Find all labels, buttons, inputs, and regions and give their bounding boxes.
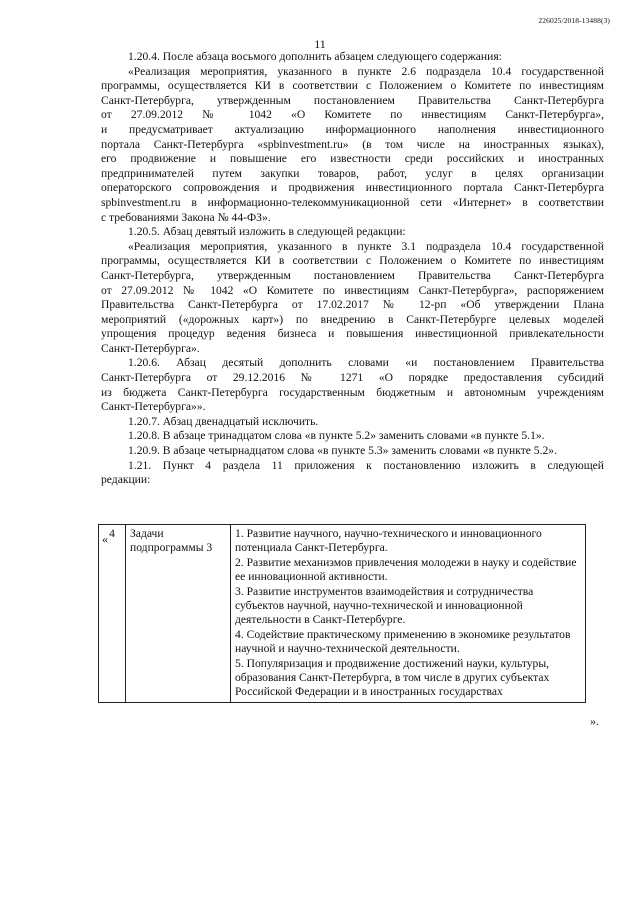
- paragraph-line: от 27.09.2012 № 1042 «О Комитете по инвестициям Санкт-Петербурга», распоряжением: [101, 283, 604, 297]
- paragraph-line: Санкт-Петербурга, утвержденным постановлением Правительства Санкт-Петербурга: [101, 268, 604, 282]
- paragraph: [101, 225, 604, 240]
- paragraph-line: операторского сопровождения и продвижения инвестиционного портала Санкт-Петербурга: [101, 181, 604, 195]
- paragraph-line: программы, осуществляется КИ в соответствии с Положением о Комитете по инвестициям: [101, 79, 604, 93]
- paragraph: [101, 65, 604, 226]
- paragraph-line: «Реализация мероприятия, указанного в пункте 3.1 подраздела 10.4 государственной: [128, 239, 604, 253]
- task-item: 2. Развитие механизмов привлечения молодежи в науку и содействие ее инновационной активности.: [235, 555, 577, 584]
- task-item: 5. Популяризация и продвижение достижений науки, культуры, образования Санкт-Петербурга, в том числе в других субъектах Российской Федерации и в иностранных государствах: [235, 656, 550, 699]
- document-body: [101, 50, 604, 488]
- paragraph-line: 1.20.7. Абзац двенадцатый исключить.: [128, 414, 319, 428]
- page-number: 11: [314, 37, 326, 51]
- paragraph-line: 1.20.8. В абзаце тринадцатом слова «в пункте 5.2» заменить словами «в пункте 5.1».: [128, 429, 545, 443]
- paragraph-line: портала Санкт-Петербурга «spbinvestment.ru» (в том числе на иностранных языках),: [101, 137, 604, 151]
- paragraph-line: 1.20.5. Абзац девятый изложить в следующей редакции:: [128, 225, 406, 239]
- table-close-quote: ».: [590, 714, 599, 728]
- paragraph-line: мероприятий («дорожных карт») по внедрению в Санкт-Петербурге целевых моделей: [101, 312, 604, 326]
- paragraph: [101, 415, 604, 430]
- paragraph-line: с требованиями Закона № 44-ФЗ».: [101, 210, 271, 224]
- paragraph: [101, 429, 604, 444]
- paragraph-line: spbinvestment.ru в информационно-телекоммуникационной сети «Интернет» в соответствии: [101, 195, 604, 209]
- paragraph-line: 1.21. Пункт 4 раздела 11 приложения к постановлению изложить в следующей: [128, 458, 604, 472]
- subprogram-tasks-table: [98, 524, 586, 703]
- paragraph-line: Санкт-Петербурга от 29.12.2016 № 1271 «О порядке предоставления субсидий: [101, 371, 604, 385]
- paragraph-line: от 27.09.2012 № 1042 «О Комитете по инвестициям Санкт-Петербурга»,: [101, 108, 604, 122]
- task-item: 3. Развитие инструментов взаимодействия и сотрудничества субъектов научной, научно-технической и инновационной деятельности в Санкт-Петербурге.: [235, 584, 534, 627]
- table-open-quote: «: [102, 532, 108, 546]
- paragraph-line: упрощения процедур ведения бизнеса и повышения инвестиционной привлекательности: [101, 327, 604, 341]
- task-item: 4. Содействие практическому применению в экономике результатов научной и научно-технической деятельности.: [235, 627, 571, 656]
- paragraph-line: 1.20.4. После абзаца восьмого дополнить абзацем следующего содержания:: [128, 50, 502, 63]
- row-number-cell: 4: [99, 525, 126, 703]
- paragraph-line: Санкт-Петербурга»».: [101, 400, 206, 414]
- paragraph-line: программы, осуществляется КИ в соответствии с Положением о Комитете по инвестициям: [101, 254, 604, 268]
- paragraph-line: из бюджета Санкт-Петербурга государственным бюджетным и автономным учреждениям: [101, 385, 604, 399]
- paragraph-line: Санкт-Петербурга».: [101, 341, 200, 355]
- document-id: 226025/2018-13488(3): [538, 16, 610, 25]
- paragraph: [101, 240, 604, 357]
- paragraph-line: 1.20.6. Абзац десятый дополнить словами «и постановлением Правительства: [128, 356, 604, 370]
- paragraph: [101, 444, 604, 459]
- paragraph-line: 1.20.9. В абзаце четырнадцатом слова «в пункте 5.3» заменить словами «в пункте 5.2».: [128, 444, 557, 458]
- row-tasks-cell: [231, 525, 586, 703]
- paragraph-line: Санкт-Петербурга, утвержденным постановлением Правительства Санкт-Петербурга: [101, 93, 604, 107]
- paragraph: [101, 356, 604, 414]
- paragraph-line: Правительства Санкт-Петербурга от 17.02.2017 № 12-рп «Об утверждении Плана: [101, 298, 604, 312]
- table-row: [99, 525, 586, 703]
- paragraph: [101, 50, 604, 65]
- paragraph-line: его продвижение и повышение его известности среди российских и иностранных: [101, 152, 604, 166]
- paragraph-line: и предусматривает актуализацию информационного наполнения инвестиционного: [101, 122, 604, 136]
- task-item: 1. Развитие научного, научно-технического и инновационного потенциала Санкт-Петербурга.: [235, 527, 542, 555]
- paragraph-line: предпринимателей путем закупки товаров, работ, услуг в целях организации: [101, 166, 604, 180]
- row-title-cell: Задачи подпрограммы 3: [126, 525, 231, 703]
- paragraph: [101, 459, 604, 488]
- paragraph-line: «Реализация мероприятия, указанного в пункте 2.6 подраздела 10.4 государственной: [128, 64, 604, 78]
- paragraph-line: редакции:: [101, 473, 151, 487]
